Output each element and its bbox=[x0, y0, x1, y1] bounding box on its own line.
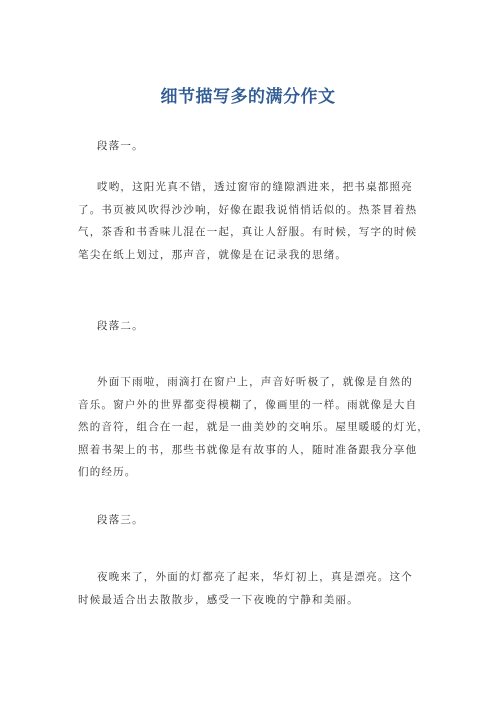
paragraph-line: 外面下雨啦，雨滴打在窗户上，声音好听极了，就像是自然的 bbox=[97, 376, 413, 388]
section-heading-3: 段落三。 bbox=[97, 514, 144, 526]
paragraph-line: 气，茶香和书香味儿混在一起，真让人舒服。有时候，写字的时候 bbox=[78, 226, 418, 238]
paragraph-line: 们的经历。 bbox=[78, 466, 137, 478]
paragraph-line: 笔尖在纸上划过，那声音，就像是在记录我的思绪。 bbox=[78, 248, 348, 261]
paragraph-3 bbox=[78, 566, 438, 611]
paragraph-line: 哎哟，这阳光真不错，透过窗帘的缝隙洒进来，把书桌都照亮 bbox=[97, 181, 413, 193]
paragraph-line: 照着书架上的书，那些书就像是有故事的人，随时准备跟我分享他 bbox=[78, 443, 418, 456]
paragraph-line: 然的音符，组合在一起，就是一曲美妙的交响乐。屋里暖暖的灯光， bbox=[78, 421, 429, 433]
section-heading-2: 段落二。 bbox=[97, 320, 144, 332]
paragraph-line: 音乐。窗户外的世界都变得模糊了，像画里的一样。雨就像是大自 bbox=[78, 398, 418, 411]
document-title: 细节描写多的满分作文 bbox=[160, 87, 336, 107]
paragraph-2 bbox=[78, 371, 438, 484]
paragraph-1 bbox=[78, 176, 438, 266]
paragraph-line: 夜晚来了，外面的灯都亮了起来，华灯初上，真是漂亮。这个 bbox=[97, 571, 413, 583]
paragraph-line: 了。书页被风吹得沙沙响，好像在跟我说悄悄话似的。热茶冒着热 bbox=[78, 203, 418, 216]
paragraph-line: 时候最适合出去散散步，感受一下夜晚的宁静和美丽。 bbox=[78, 593, 359, 606]
section-heading-1: 段落一。 bbox=[97, 140, 144, 152]
